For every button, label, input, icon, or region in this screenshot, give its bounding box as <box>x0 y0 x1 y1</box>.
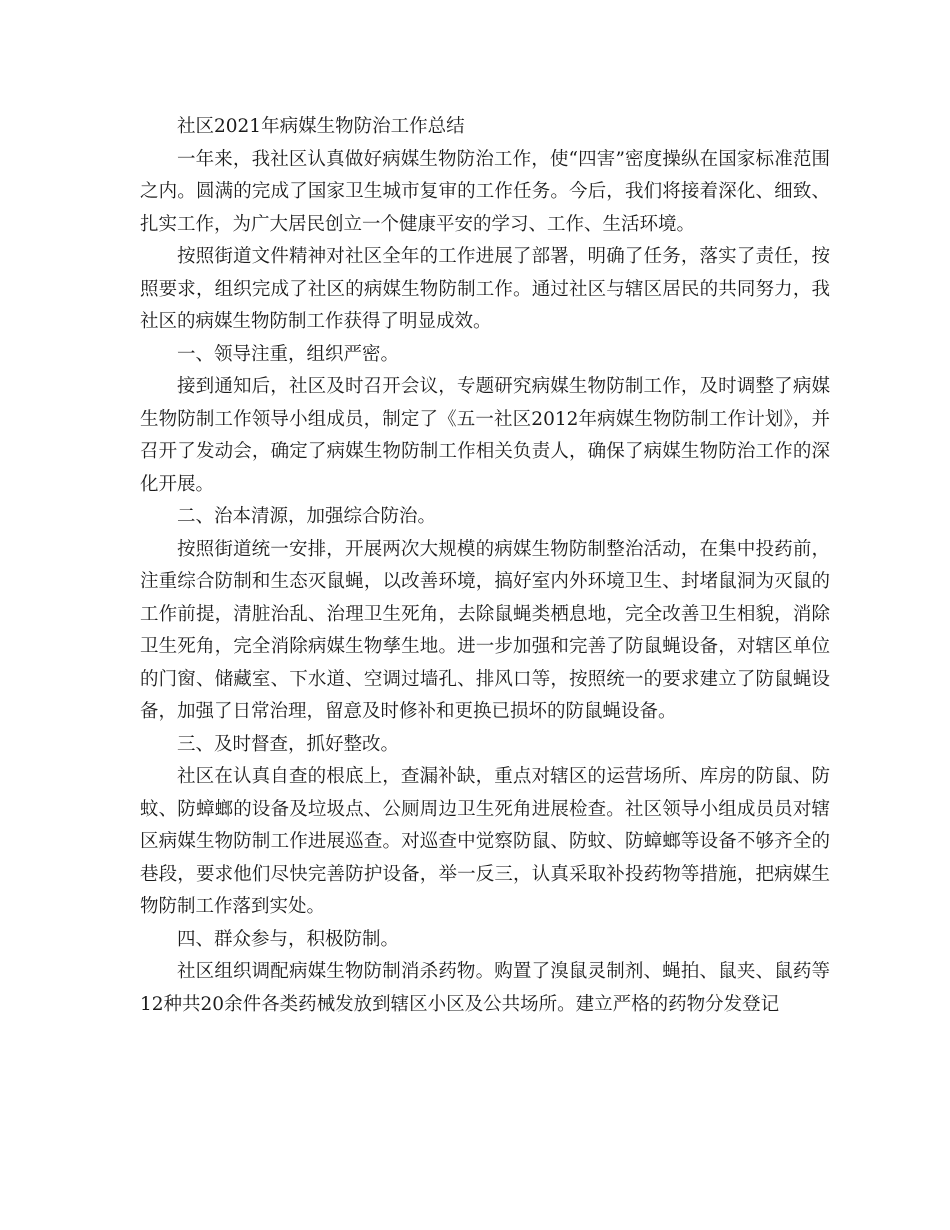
paragraph-intro: 一年来，我社区认真做好病媒生物防治工作，使“四害”密度操纵在国家标准范围之内。圆满的完成了国家卫生城市复审的工作任务。今后，我们将接着深化、细致、扎实工作，为广大居民创立一个健康平安的学习、工作、生活环境。 <box>140 148 830 235</box>
paragraph-section-3: 社区在认真自查的根底上，查漏补缺，重点对辖区的运营场所、库房的防鼠、防蚊、防蟑螂的设备及垃圾点、公厕周边卫生死角进展检查。社区领导小组成员员对辖区病媒生物防制工作进展巡查。对巡查中觉察防鼠、防蚊、防蟑螂等设备不够齐全的巷段，要求他们尽快完善防护设备，举一反三，认真采取补投药物等措施，把病媒生物防制工作落到实处。 <box>140 766 830 917</box>
section-heading-2: 二、治本清源，加强综合防治。 <box>177 506 437 527</box>
paragraph-section-1: 接到通知后，社区及时召开会议，专题研究病媒生物防制工作，及时调整了病媒生物防制工作领导小组成员，制定了《五一社区2012年病媒生物防制工作计划》，并召开了发动会，确定了病媒生物防制工作相关负责人，确保了病媒生物防治工作的深化开展。 <box>140 376 830 495</box>
paragraph-section-4: 社区组织调配病媒生物防制消杀药物。购置了溴鼠灵制剂、蝇拍、鼠夹、鼠药等12种共20余件各类药械发放到辖区小区及公共场所。建立严格的药物分发登记 <box>140 961 830 1015</box>
section-heading-4: 四、群众参与，积极防制。 <box>177 928 400 950</box>
section-heading-3: 三、及时督查，抓好整改。 <box>177 733 400 755</box>
section-heading-1: 一、领导注重，组织严密。 <box>177 343 400 365</box>
paragraph-section-2: 按照街道统一安排，开展两次大规模的病媒生物防制整治活动，在集中投药前，注重综合防制和生态灭鼠蝇，以改善环境，搞好室内外环境卫生、封堵鼠洞为灭鼠的工作前提，清脏治乱、治理卫生死角，去除鼠蝇类栖息地，完全改善卫生相貌，消除卫生死角，完全消除病媒生物孳生地。进一步加强和完善了防鼠蝇设备，对辖区单位的门窗、储藏室、下水道、空调过墙孔、排风口等，按照统一的要求建立了防鼠蝇设备，加强了日常治理，留意及时修补和更换已损坏的防鼠蝇设备。 <box>140 538 830 722</box>
document-body <box>140 111 830 1021</box>
paragraph-overview: 按照街道文件精神对社区全年的工作进展了部署，明确了任务，落实了责任，按照要求，组织完成了社区的病媒生物防制工作。通过社区与辖区居民的共同努力，我社区的病媒生物防制工作获得了明显成效。 <box>140 246 830 332</box>
document-title: 社区2021年病媒生物防治工作总结 <box>177 116 465 137</box>
